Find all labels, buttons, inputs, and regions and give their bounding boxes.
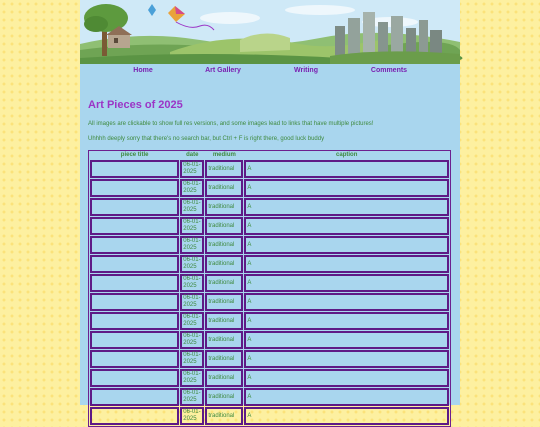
date-cell: 06-01-2025 [180,236,204,254]
piece-title-cell[interactable] [90,331,179,349]
medium-cell: traditional [205,198,243,216]
medium-cell: traditional [205,160,243,178]
date-cell: 06-01-2025 [180,198,204,216]
table-row [90,293,449,311]
date-cell: 06-01-2025 [180,350,204,368]
caption-cell: A [244,160,449,178]
medium-cell: traditional [205,179,243,197]
medium-cell: traditional [205,407,243,425]
header-medium: medium [212,152,236,158]
art-pieces-table [88,150,451,427]
piece-title-cell[interactable] [90,160,179,178]
table-body [90,160,449,425]
piece-title-cell[interactable] [90,179,179,197]
table-row [90,407,449,425]
piece-title-cell[interactable] [90,350,179,368]
caption-cell: A [244,255,449,273]
date-cell: 06-01-2025 [180,255,204,273]
nav-home-link[interactable]: Home [133,67,153,74]
nav-comments-link[interactable]: Comments [370,67,408,74]
piece-title-cell[interactable] [90,369,179,387]
caption-cell: A [244,217,449,235]
piece-title-cell[interactable] [90,217,179,235]
landscape-banner-image [80,0,460,64]
table-row [90,369,449,387]
date-cell: 06-01-2025 [180,274,204,292]
medium-cell: traditional [205,255,243,273]
page-title: Art Pieces of 2025 [88,99,183,111]
table-row [90,236,449,254]
page-panel [80,0,460,422]
caption-cell: A [244,274,449,292]
piece-title-cell[interactable] [90,255,179,273]
medium-cell: traditional [205,331,243,349]
piece-title-cell[interactable] [90,236,179,254]
medium-cell: traditional [205,350,243,368]
date-cell: 06-01-2025 [180,217,204,235]
nav-art-gallery-link[interactable]: Art Gallery [205,67,241,74]
table-row [90,350,449,368]
search-note: Uhhhh deeply sorry that there's no search bar, but Ctrl + F is right there, good luck buddy [88,136,325,142]
header-banner [80,0,460,64]
date-cell: 06-01-2025 [180,293,204,311]
date-cell: 06-01-2025 [180,369,204,387]
table-row [90,198,449,216]
date-cell: 06-01-2025 [180,179,204,197]
caption-cell: A [244,293,449,311]
table-row [90,217,449,235]
date-cell: 06-01-2025 [180,407,204,425]
piece-title-cell[interactable] [90,407,179,425]
header-piece-title: piece title [120,152,149,158]
caption-cell: A [244,350,449,368]
piece-title-cell[interactable] [90,312,179,330]
caption-cell: A [244,407,449,425]
piece-title-cell[interactable] [90,198,179,216]
piece-title-cell[interactable] [90,293,179,311]
table-row [90,312,449,330]
caption-cell: A [244,236,449,254]
table-row [90,388,449,406]
date-cell: 06-01-2025 [180,331,204,349]
caption-cell: A [244,388,449,406]
table-row [90,331,449,349]
date-cell: 06-01-2025 [180,312,204,330]
table-row [90,274,449,292]
date-cell: 06-01-2025 [180,388,204,406]
medium-cell: traditional [205,217,243,235]
caption-cell: A [244,179,449,197]
main-content [80,98,460,427]
nav-writing-link[interactable]: Writing [294,67,318,74]
medium-cell: traditional [205,274,243,292]
caption-cell: A [244,369,449,387]
table-header-row [90,152,449,159]
info-note: All images are clickable to show full res versions, and some images lead to links that have multiple pictures! [88,121,374,127]
table-row [90,179,449,197]
header-caption: caption [336,152,358,158]
date-cell: 06-01-2025 [180,160,204,178]
caption-cell: A [244,198,449,216]
piece-title-cell[interactable] [90,274,179,292]
medium-cell: traditional [205,369,243,387]
caption-cell: A [244,312,449,330]
main-nav [80,67,460,85]
piece-title-cell[interactable] [90,388,179,406]
header-date: date [186,152,199,158]
medium-cell: traditional [205,388,243,406]
medium-cell: traditional [205,293,243,311]
table-row [90,160,449,178]
caption-cell: A [244,331,449,349]
table-row [90,255,449,273]
medium-cell: traditional [205,236,243,254]
medium-cell: traditional [205,312,243,330]
